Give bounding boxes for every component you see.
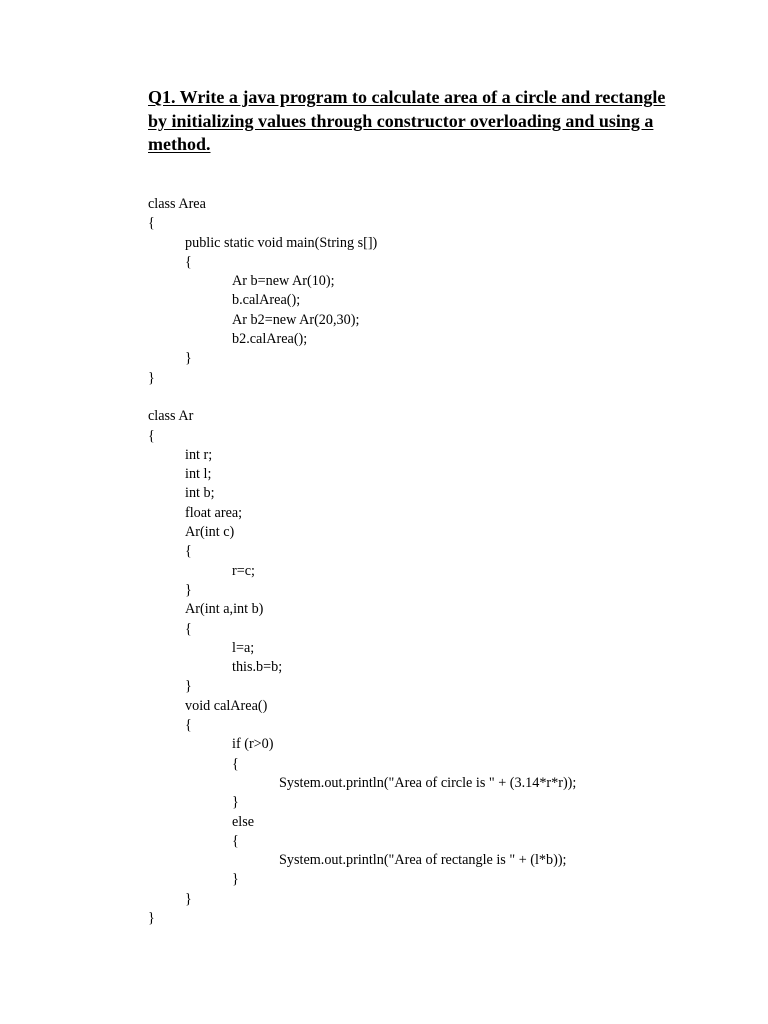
code-line: int l; — [185, 466, 212, 483]
code-line: l=a; — [232, 639, 255, 656]
code-line: class Ar — [148, 408, 194, 425]
code-line: } — [232, 871, 239, 888]
code-line: } — [185, 890, 192, 907]
code-line: { — [148, 215, 155, 232]
question-heading: Q1. Write a java program to calculate area of a circle and rectangle by initializing values through constructor overloading and using a method. — [148, 87, 666, 154]
code-line: { — [185, 253, 192, 270]
code-listing — [148, 195, 576, 928]
code-line: if (r>0) — [232, 736, 274, 753]
code-line: { — [185, 543, 192, 560]
code-line: int b; — [185, 485, 215, 502]
code-line: else — [232, 813, 255, 830]
code-line: Ar(int a,int b) — [185, 601, 264, 618]
code-line: } — [185, 678, 192, 695]
code-line: } — [185, 350, 192, 367]
code-line: int r; — [185, 446, 213, 463]
code-line-blank — [148, 388, 576, 407]
code-line: } — [148, 369, 155, 386]
code-line: System.out.println("Area of circle is " + (3.14*r*r)); — [279, 774, 577, 791]
code-line: { — [185, 717, 192, 734]
code-line: Ar b=new Ar(10); — [232, 273, 335, 290]
code-line: { — [148, 427, 155, 444]
code-line: { — [185, 620, 192, 637]
code-line: { — [232, 755, 239, 772]
code-line: { — [232, 832, 239, 849]
code-line: b2.calArea(); — [232, 331, 308, 348]
code-line: class Area — [148, 196, 206, 212]
code-line: this.b=b; — [232, 659, 283, 676]
code-line: } — [232, 794, 239, 811]
code-line: Ar(int c) — [185, 524, 235, 541]
code-line: float area; — [185, 504, 243, 521]
code-line: b.calArea(); — [232, 292, 301, 309]
code-line: } — [148, 909, 155, 926]
code-line: } — [185, 581, 192, 598]
code-line: void calArea() — [185, 697, 268, 714]
code-line: Ar b2=new Ar(20,30); — [232, 311, 360, 328]
code-line: r=c; — [232, 562, 255, 579]
code-line: public static void main(String s[]) — [185, 234, 378, 251]
code-line: System.out.println("Area of rectangle is " + (l*b)); — [279, 852, 567, 869]
